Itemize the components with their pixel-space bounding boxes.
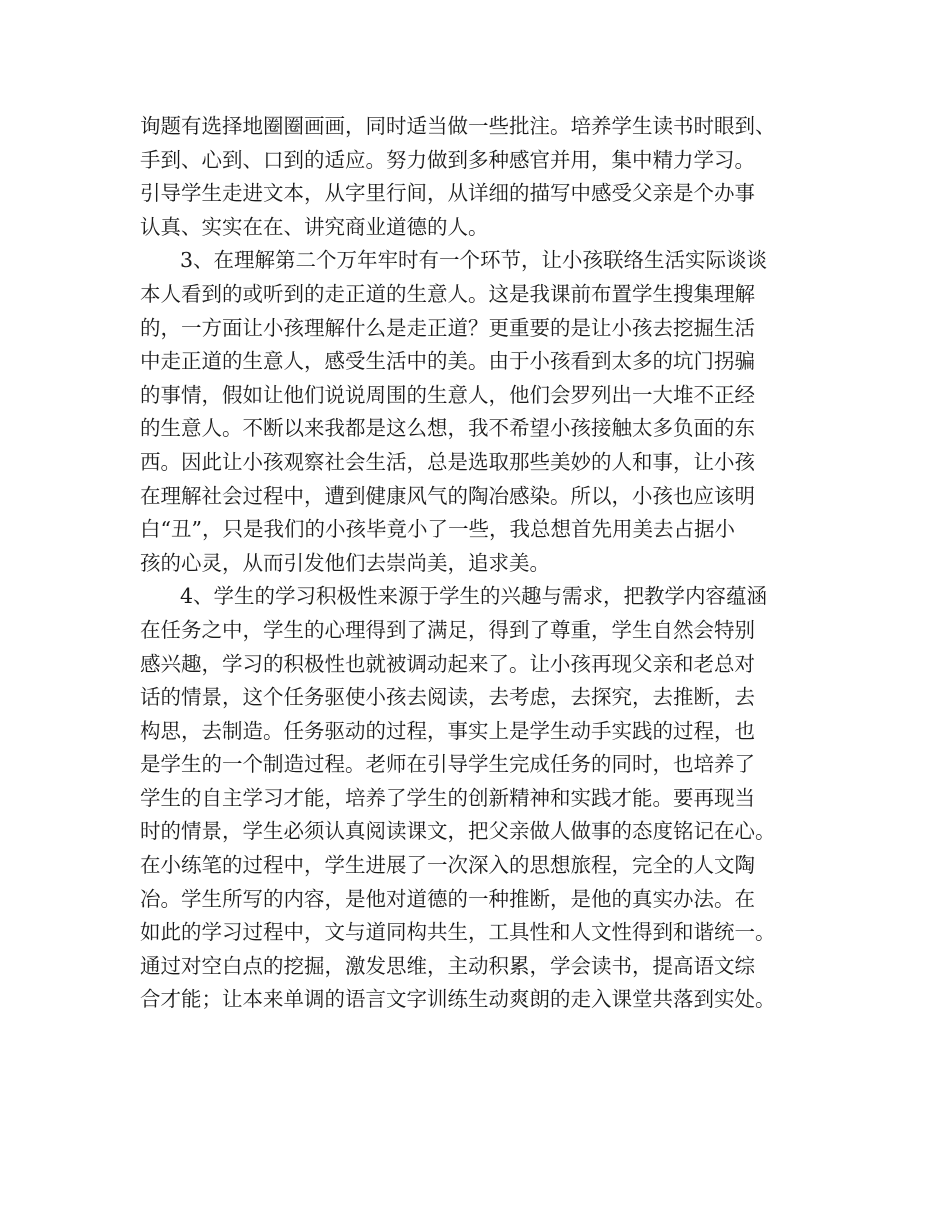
text-line: 在任务之中，学生的心理得到了满足，得到了尊重，学生自然会特别 — [140, 617, 755, 642]
text-line: 认真、实实在在、讲究商业道德的人。 — [140, 214, 489, 239]
text-line: 的，一方面让小孩理解什么是走正道？更重要的是让小孩去挖掘生活 — [140, 315, 755, 340]
text-line: 孩的心灵，从而引发他们去崇尚美，追求美。 — [140, 550, 550, 575]
text-line: 询题有选择地圈圈画画，同时适当做一些批注。培养学生读书时眼到、 — [140, 114, 776, 138]
text-line: 时的情景，学生必须认真阅读课文，把父亲做人做事的态度铭记在心。 — [140, 819, 776, 844]
text-line: 感兴趣，学习的积极性也就被调动起来了。让小孩再现父亲和老总对 — [140, 651, 755, 676]
text-line: 本人看到的或听到的走正道的生意人。这是我课前布置学生搜集理解 — [140, 281, 755, 306]
text-line: 如此的学习过程中，文与道同构共生，工具性和人文性得到和谐统一。 — [140, 920, 776, 945]
text-line: 在小练笔的过程中，学生进展了一次深入的思想旅程，完全的人文陶 — [140, 853, 755, 878]
text-line: 引导学生走进文本，从字里行间，从详细的描写中感受父亲是个办事 — [140, 181, 755, 206]
text-line: 西。因此让小孩观察社会生活，总是选取那些美妙的人和事，让小孩 — [140, 449, 755, 474]
text-line: 手到、心到、口到的适应。努力做到多种感官并用，集中精力学习。 — [140, 147, 755, 172]
text-line: 的生意人。不断以来我都是这么想，我不希望小孩接触太多负面的东 — [140, 416, 755, 441]
text-line: 学生的自主学习才能，培养了学生的创新精神和实践才能。要再现当 — [140, 785, 755, 810]
text-line: 是学生的一个制造过程。老师在引导学生完成任务的同时，也培养了 — [140, 752, 755, 777]
text-line: 3、在理解第二个万年牢时有一个环节，让小孩联络生活实际谈谈 — [180, 248, 768, 273]
text-line: 白“丑”，只是我们的小孩毕竟小了一些，我总想首先用美去占据小 — [140, 517, 735, 542]
text-line: 话的情景，这个任务驱使小孩去阅读，去考虑，去探究，去推断，去 — [140, 685, 755, 710]
body-text — [140, 110, 840, 1017]
text-line: 冶。学生所写的内容，是他对道德的一种推断，是他的真实办法。在 — [140, 886, 755, 911]
text-line: 4、学生的学习积极性来源于学生的兴趣与需求，把教学内容蕴涵 — [180, 584, 768, 609]
text-line: 合才能；让本来单调的语言文字训练生动爽朗的走入课堂共落到实处。 — [140, 987, 776, 1012]
text-line: 的事情，假如让他们说说周围的生意人，他们会罗列出一大堆不正经 — [140, 382, 755, 407]
text-line: 中走正道的生意人，感受生活中的美。由于小孩看到太多的坑门拐骗 — [140, 349, 755, 374]
text-line: 构思，去制造。任务驱动的过程，事实上是学生动手实践的过程，也 — [140, 718, 755, 743]
text-line: 通过对空白点的挖掘，激发思维，主动积累，学会读书，提高语文综 — [140, 953, 755, 978]
text-line: 在理解社会过程中，遭到健康风气的陶冶感染。所以，小孩也应该明 — [140, 483, 755, 508]
